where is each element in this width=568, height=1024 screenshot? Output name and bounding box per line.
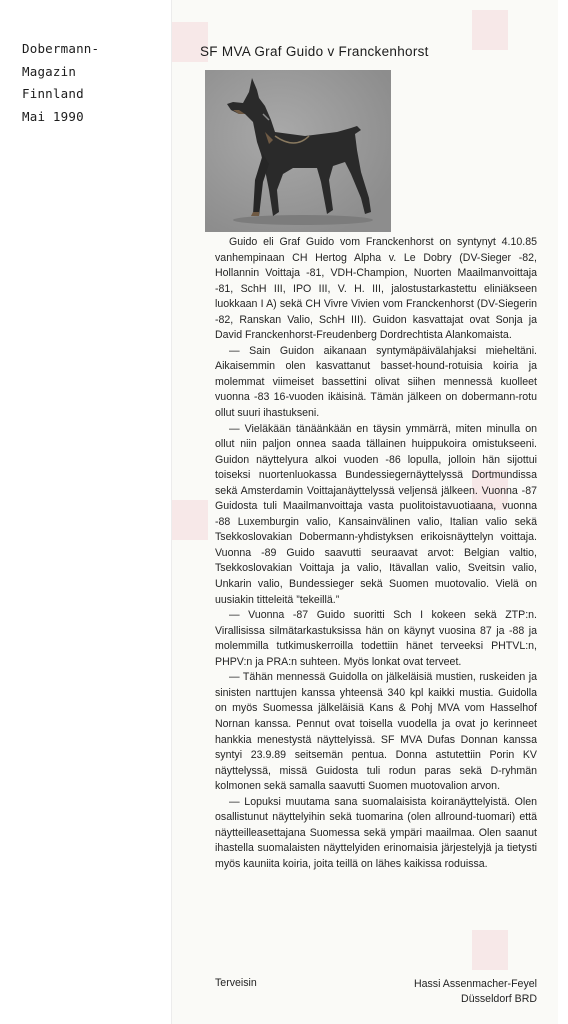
magazine-line-4: Mai 1990	[22, 108, 84, 124]
article-signoff	[215, 974, 537, 1014]
author-block	[414, 977, 537, 1007]
magazine-line-3: Finnland	[22, 86, 84, 101]
doberman-dog-photo	[205, 70, 391, 232]
article-paragraph: — Tähän mennessä Guidolla on jälkeläisiä mustien, ruskeiden ja sinisten narttujen kanssa yhteensä 340 kpl kaikki mustia. Guidolla on myös Suomessa jälkeläisiä Kans & Pohj MVA vom Hasselhof Nornan kanssa. Pennut ovat toisella vuodella ja ovat jo kerinneet hankkia menestystä näyttelyissä. SF MVA Dufas Donnan kanssa syntyi 23.9.89 seitsemän pentua. Donna astutettiin Porin KV näyttelyssä, missä Guidosta tuli rodun paras sekä D-ryhmän kolmonen sekä samalla saavutti Suomen muotovalion arvon.	[215, 671, 537, 793]
newspaper-clipping	[172, 0, 558, 1024]
article-paragraph: — Sain Guidon aikanaan syntymäpäivälahjaksi mieheltäni. Aikaisemmin olen kasvattanut basset-hound-rotuisia koiria ja molemmat viimeiset bassettini olivat siihen mennessä kuolleet vuonna -83 16-vuoden ikäisinä. Tämän jälkeen on dobermann-rotu ollut suuri ihastukseni.	[215, 344, 537, 420]
greeting-text: Terveisin	[215, 977, 257, 989]
article-body	[215, 235, 537, 872]
article-title: SF MVA Graf Guido v Franckenhorst	[200, 44, 429, 59]
paper-tab-marker	[472, 930, 508, 970]
article-paragraph: — Vieläkään tänäänkään en täysin ymmärrä, miten minulla on ollut niin paljon onnea saada tällainen huippukoira omistukseeni. Guidon näyttelyura alkoi vuoden -86 lopulla, jolloin hän sijottui toiseksi nuortenluokassa Bundessiegernäyttelyssä Dortmundissa sekä Amsterdamin Voittajanäyttelyssä veljensä jälkeen. Vuonna -87 Guidosta tuli Maailmanvoittaja vasta puolitoistavuotiaana, vuonna -88 Luxemburgin valio, Kansainvälinen valio, Italian valio sekä Tsekkoslovakian Dobermann-yhdistyksen erikoisnäyttelyn voittaja. Vuonna -89 Guido saavutti seuraavat arvot: Belgian valtio, Tsekkoslovakian Voittaja ja valio, Itävallan valio, Sveitsin valio, Unkarin valio, Bundessieger sekä Suomen muotovalio. Vielä on uusiakin titteleitä ”tekeillä.”	[215, 422, 537, 606]
article-paragraph: Guido eli Graf Guido vom Franckenhorst on syntynyt 4.10.85 vanhempinaan CH Hertog Alpha v. Le Dobry (DV-Sieger -82, Hollannin Voittaja -81, VDH-Champion, Nuorten Maailmanvoittaja -81, SchH III, IPO III, V. H. III, jalostustarkastettu eliniäkseen luokkaan I A) sekä CH Vivre Vivien vom Franckenhorst (DV-Siegerin -82, Ranskan Valio, SchH III). Guidon kasvattajat ovat Sonja ja David Franckenhorst-Freudenberg Dordrechtista Alankomaista.	[215, 236, 537, 342]
article-paragraph: — Vuonna -87 Guido suoritti Sch I kokeen sekä ZTP:n. Virallisissa silmätarkastuksissa hän on käynyt vuosina 87 ja -88 ja molemmilla tutkimuskerroilla todettiin hänet terveeksi PHTVL:n, PHPV:n ja PRA:n suhteen. Myös lonkat ovat terveet.	[215, 609, 537, 668]
paper-tab-marker	[172, 500, 208, 540]
magazine-source-info	[22, 38, 99, 128]
magazine-line-2: Magazin	[22, 63, 77, 79]
magazine-line-1: Dobermann-	[22, 41, 100, 56]
doberman-silhouette-icon	[205, 70, 391, 232]
article-paragraph: — Lopuksi muutama sana suomalaisista koiranäyttelyistä. Olen osallistunut näyttelyihin sekä tuomarina (olen allround-tuomari) että näytteilleasettajana Suomessa sekä ympäri maailmaa. Olen saanut ihastella suomalaisten näyttelyiden erinomaisia järjestelyjä ja tietysti myös kauniita koiria, joita teillä on lähes kaikissa roduissa.	[215, 795, 537, 870]
author-city: Düsseldorf BRD	[461, 993, 537, 1005]
author-name: Hassi Assenmacher-Feyel	[413, 978, 537, 990]
